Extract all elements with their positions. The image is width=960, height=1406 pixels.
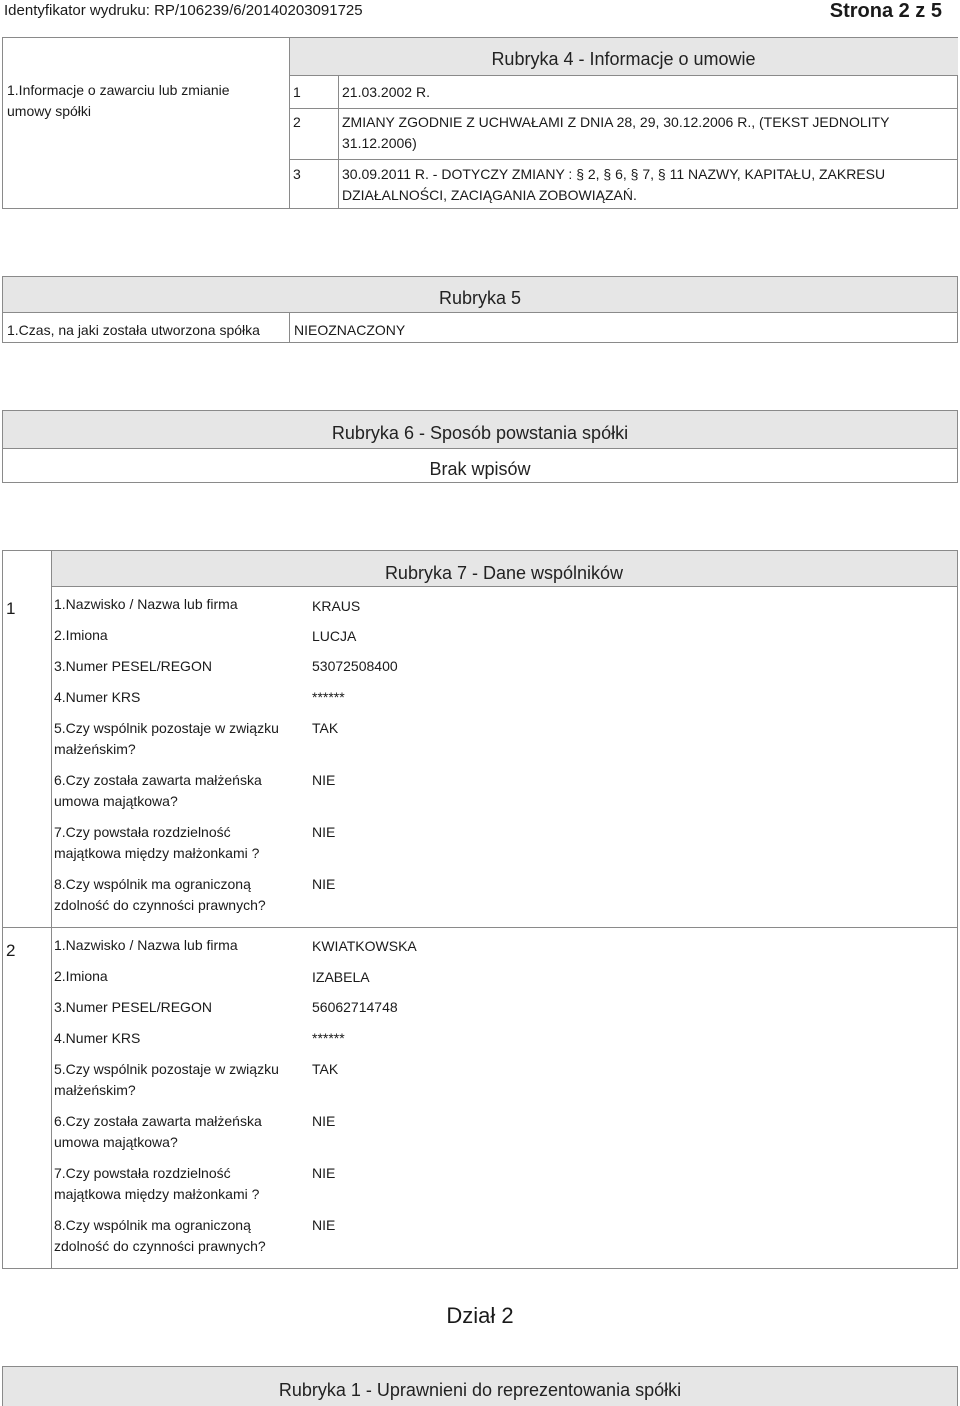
partner-field-value: 56062714748	[312, 999, 398, 1015]
partner-field-label: 8.Czy wspólnik ma ograniczoną zdolność do czynności prawnych?	[54, 876, 266, 913]
print-identifier: Identyfikator wydruku: RP/106239/6/20140203091725	[4, 2, 363, 19]
partner-field-label: 8.Czy wspólnik ma ograniczoną zdolność do czynności prawnych?	[54, 1217, 266, 1254]
partner-field-value: ******	[312, 1030, 345, 1046]
partner-field-value: KRAUS	[312, 598, 361, 614]
partner-field-value: IZABELA	[312, 969, 370, 985]
partner-field-value: TAK	[312, 1061, 339, 1077]
partner-field-label: 7.Czy powstała rozdzielność majątkowa między małżonkami ?	[54, 1165, 260, 1202]
page-number: Strona 2 z 5	[829, 0, 942, 22]
partner-field-value: NIE	[312, 824, 336, 840]
rubryka4-label: 1.Informacje o zawarciu lub zmianie umowy spółki	[7, 82, 230, 119]
partner-field-label: 5.Czy wspólnik pozostaje w związku małżeńskim?	[54, 1061, 279, 1098]
partner-field-label: 4.Numer KRS	[54, 689, 141, 705]
partner-field-value: 53072508400	[312, 658, 398, 674]
partner-field-label: 2.Imiona	[54, 968, 108, 984]
rubryka4-title: Rubryka 4 - Informacje o umowie	[491, 49, 756, 69]
partner-field-label: 6.Czy została zawarta małżeńska umowa majątkowa?	[54, 772, 262, 809]
partner-field-label: 1.Nazwisko / Nazwa lub firma	[54, 596, 238, 612]
partner-field-value: ******	[312, 689, 345, 705]
partner-field-value: KWIATKOWSKA	[312, 938, 417, 954]
rubryka4-row-num: 2	[293, 114, 301, 130]
rubryka4-row-num: 1	[293, 84, 301, 100]
partner-field-value: NIE	[312, 1217, 336, 1233]
rubryka4-row-text: ZMIANY ZGODNIE Z UCHWAŁAMI Z DNIA 28, 29, 30.12.2006 R., (TEKST JEDNOLITY 31.12.2006)	[342, 114, 890, 151]
partner-field-value: NIE	[312, 1165, 336, 1181]
partner-field-value: NIE	[312, 1113, 336, 1129]
rubryka6-section	[2, 410, 958, 483]
partner-field-value: TAK	[312, 720, 339, 736]
partner-field-value: NIE	[312, 876, 336, 892]
partner-number: 1	[6, 599, 16, 618]
partner-field-label: 2.Imiona	[54, 627, 108, 643]
dzial2-rubryka1-title: Rubryka 1 - Uprawnieni do reprezentowania spółki	[278, 1380, 682, 1400]
rubryka5-label: 1.Czas, na jaki została utworzona spółka	[7, 322, 260, 338]
rubryka6-title: Rubryka 6 - Sposób powstania spółki	[331, 423, 629, 443]
rubryka5-section	[2, 276, 958, 343]
partner-field-value: NIE	[312, 772, 336, 788]
partner-number: 2	[6, 941, 16, 960]
rubryka5-value: NIEOZNACZONY	[294, 322, 406, 338]
partner-field-value: LUCJA	[312, 628, 357, 644]
rubryka5-title: Rubryka 5	[438, 288, 522, 308]
partner-field-label: 3.Numer PESEL/REGON	[54, 658, 212, 674]
rubryka7-title: Rubryka 7 - Dane wspólników	[384, 563, 624, 583]
section-title-dzial2: Dział 2	[446, 1303, 514, 1328]
partner-field-label: 7.Czy powstała rozdzielność majątkowa między małżonkami ?	[54, 824, 260, 861]
rubryka4-row-text: 30.09.2011 R. - DOTYCZY ZMIANY : § 2, § 6, § 7, § 11 NAZWY, KAPITAŁU, ZAKRESU DZIAŁALNOŚCI, ZACIĄGANIA ZOBOWIĄZAŃ.	[342, 166, 886, 203]
partner-field-label: 6.Czy została zawarta małżeńska umowa majątkowa?	[54, 1113, 262, 1150]
partner-field-label: 4.Numer KRS	[54, 1030, 141, 1046]
rubryka4-section	[2, 37, 958, 209]
partner-field-label: 5.Czy wspólnik pozostaje w związku małżeńskim?	[54, 720, 279, 757]
rubryka4-row-text: 21.03.2002 R.	[342, 84, 430, 100]
rubryka4-row-num: 3	[293, 166, 301, 182]
partner-field-label: 3.Numer PESEL/REGON	[54, 999, 212, 1015]
rubryka6-empty-note: Brak wpisów	[429, 459, 531, 479]
partner-field-label: 1.Nazwisko / Nazwa lub firma	[54, 937, 238, 953]
